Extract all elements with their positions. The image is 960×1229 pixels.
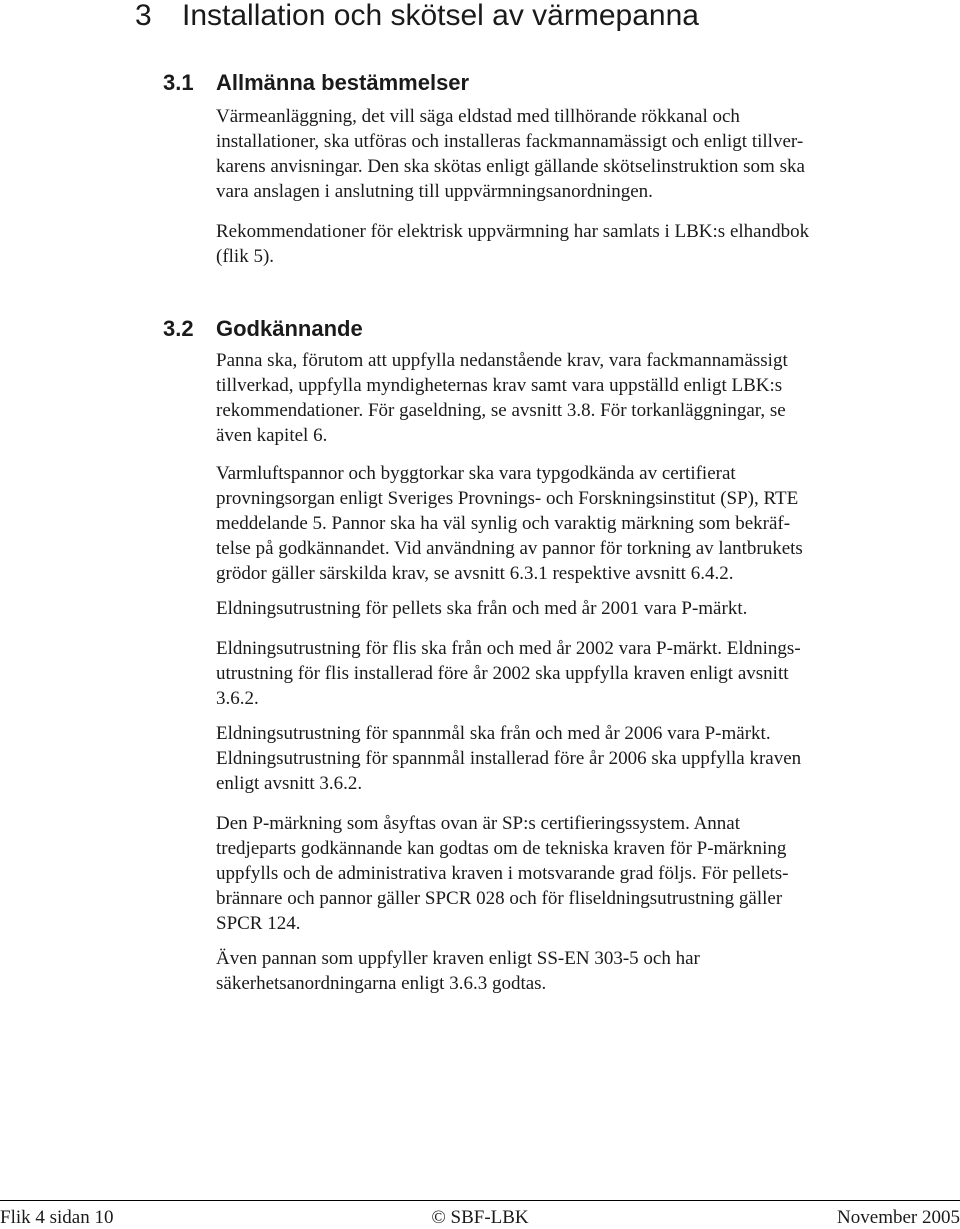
paragraph: [216, 461, 856, 586]
text-line: provningsorgan enligt Sveriges Provnings- och Forskningsinstitut (SP), RTE: [216, 488, 799, 509]
section-title: Allmänna bestämmelser: [216, 70, 470, 95]
footer-copyright: © SBF-LBK: [431, 1207, 529, 1228]
paragraph: [216, 596, 856, 621]
chapter-heading: [135, 0, 699, 32]
section-title: Godkännande: [216, 316, 363, 341]
text-line: Även pannan som uppfyller kraven enligt SS-EN 303-5 och har: [216, 948, 700, 969]
text-line: grödor gäller särskilda krav, se avsnitt 6.3.1 respektive avsnitt 6.4.2.: [216, 563, 734, 584]
text-line: installationer, ska utföras och installeras fackmannamässigt och enligt tillver-: [216, 131, 804, 152]
paragraph: [216, 219, 856, 269]
footer-page-reference: Flik 4 sidan 10: [0, 1207, 114, 1228]
text-line: SPCR 124.: [216, 913, 301, 934]
text-line: (flik 5).: [216, 246, 275, 267]
paragraph: [216, 348, 856, 448]
page-footer: [0, 1207, 960, 1229]
text-line: även kapitel 6.: [216, 425, 328, 446]
text-line: enligt avsnitt 3.6.2.: [216, 773, 363, 794]
text-line: Eldningsutrustning för pellets ska från och med år 2001 vara P-märkt.: [216, 598, 748, 619]
section-heading: [163, 316, 363, 342]
paragraph: [216, 104, 856, 204]
text-line: Eldningsutrustning för flis ska från och med år 2002 vara P-märkt. Eldnings-: [216, 638, 801, 659]
text-line: Panna ska, förutom att uppfylla nedanstående krav, vara fackmannamässigt: [216, 350, 788, 371]
paragraph: [216, 636, 856, 711]
section-number: 3.1: [163, 70, 194, 95]
text-line: Eldningsutrustning för spannmål ska från och med år 2006 vara P-märkt.: [216, 723, 771, 744]
chapter-number: 3: [135, 0, 152, 32]
section-number: 3.2: [163, 316, 194, 341]
text-line: telse på godkännandet. Vid användning av pannor för torkning av lantbrukets: [216, 538, 803, 559]
text-line: uppfylls och de administrativa kraven i motsvarande grad följs. För pellets-: [216, 863, 789, 884]
text-line: tillverkad, uppfylla myndigheternas krav samt vara uppställd enligt LBK:s: [216, 375, 783, 396]
text-line: säkerhetsanordningarna enligt 3.6.3 godtas.: [216, 973, 547, 994]
paragraph: [216, 946, 856, 996]
text-line: vara anslagen i anslutning till uppvärmningsanordningen.: [216, 181, 653, 202]
section-heading: [163, 70, 469, 96]
paragraph: [216, 721, 856, 796]
text-line: meddelande 5. Pannor ska ha väl synlig och varaktig märkning som bekräf-: [216, 513, 791, 534]
footer-rule: [0, 1200, 960, 1201]
chapter-title: Installation och skötsel av värmepanna: [182, 0, 699, 32]
text-line: utrustning för flis installerad före år 2002 ska uppfylla kraven enligt avsnitt: [216, 663, 789, 684]
text-line: 3.6.2.: [216, 688, 259, 709]
paragraph: [216, 811, 856, 936]
text-line: tredjeparts godkännande kan godtas om de tekniska kraven för P-märkning: [216, 838, 787, 859]
text-line: karens anvisningar. Den ska skötas enligt gällande skötselinstruktion som ska: [216, 156, 805, 177]
text-line: Värmeanläggning, det vill säga eldstad med tillhörande rökkanal och: [216, 106, 740, 127]
text-line: Den P-märkning som åsyftas ovan är SP:s certifieringssystem. Annat: [216, 813, 741, 834]
text-line: Eldningsutrustning för spannmål installerad före år 2006 ska uppfylla kraven: [216, 748, 802, 769]
text-line: brännare och pannor gäller SPCR 028 och för fliseldningsutrustning gäller: [216, 888, 783, 909]
text-line: Varmluftspannor och byggtorkar ska vara typgodkända av certifierat: [216, 463, 736, 484]
text-line: rekommendationer. För gaseldning, se avsnitt 3.8. För torkanläggningar, se: [216, 400, 786, 421]
text-line: Rekommendationer för elektrisk uppvärmning har samlats i LBK:s elhandbok: [216, 221, 810, 242]
footer-date: November 2005: [837, 1207, 960, 1228]
